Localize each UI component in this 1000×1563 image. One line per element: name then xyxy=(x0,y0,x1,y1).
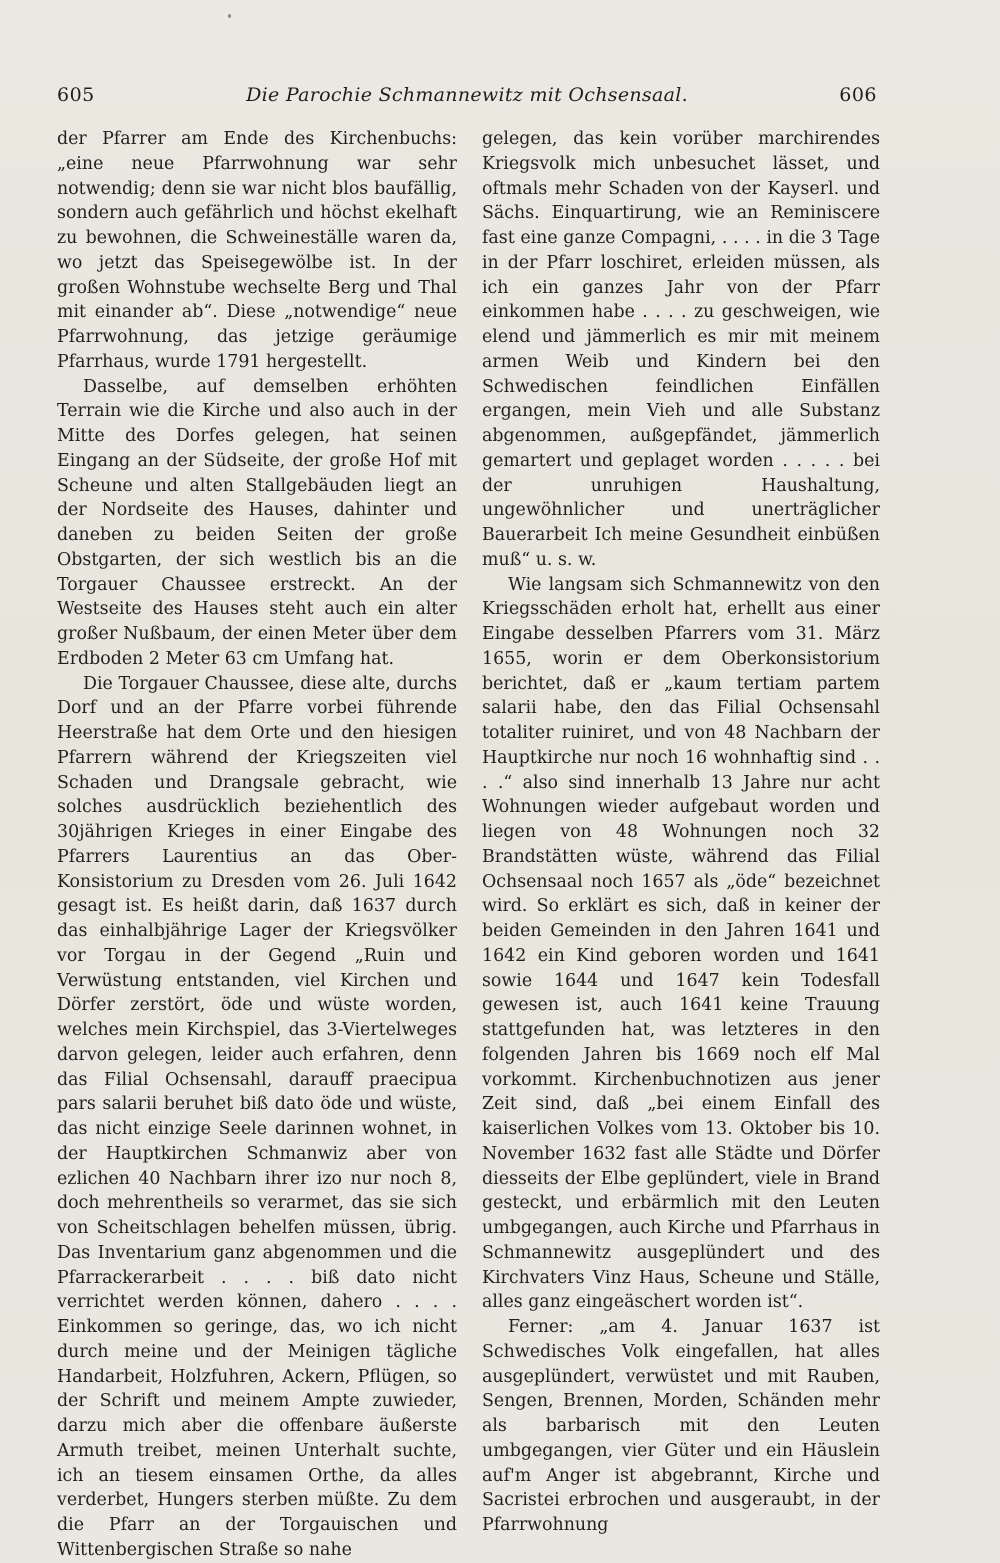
paragraph: Ferner: „am 4. Januar 1637 ist Schwedisches Volk eingefallen, hat alles ausgeplündert, verwüstet und mit Rauben, Sengen, Brennen, Morden, Schänden mehr als barbarisch mit den Leuten umbgegangen, vier Güter und ein Häuslein auf'm Anger ist abgebrannt, Kirche und Sacristei erbrochen und ausgeraubt, in der Pfarrwohnung xyxy=(482,1317,880,1535)
paragraph: gelegen, das kein vorüber marchirendes Kriegsvolk mich unbesuchet lässet, und oftmals mehr Schaden von der Kayserl. und Sächs. Einquartirung, wie an Reminiscere fast eine ganze Compagni, . . . . in die 3 Tage in der Pfarr loschiret, erleiden müssen, als ich ein ganzes Jahr von der Pfarr einkommen habe . . . . zu geschweigen, wie elend und jämmerlich es mir mit meinem armen Weib und Kindern bei den Schwedischen feindlichen Einfällen ergangen, mein Vieh und alle Substanz abgenommen, außgepfändet, jämmerlich gemartert und geplaget worden . . . . . bei der unruhigen Haushaltung, ungewöhnlicher und unerträglicher Bauerarbeit Ich meine Gesundheit einbüßen muß“ u. s. w. xyxy=(482,129,880,570)
paragraph: Wie langsam sich Schmannewitz von den Kriegsschäden erholt hat, erhellt aus einer Eingabe desselben Pfarrers vom 31. März 1655, worin er dem Oberkonsistorium berichtet, daß er „kaum tertiam partem salarii habe, den das Filial Ochsensahl totaliter ruiniret, und von 48 Nachbarn der Hauptkirche nur noch 16 wohnhaftig sind . . . .“ also sind innerhalb 13 Jahre nur acht Wohnungen wieder aufgebaut worden und liegen von 48 Wohnungen noch 32 Brandstätten wüste, während das Filial Ochsensaal noch 1657 als „öde“ bezeichnet wird. So erklärt es sich, daß in keiner der beiden Gemeinden in den Jahren 1641 und 1642 ein Kind geboren worden und 1641 sowie 1644 und 1647 kein Todesfall gewesen ist, auch 1641 keine Trauung stattgefunden hat, was letzteres in den folgenden Jahren bis 1669 noch elf Mal vorkommt. Kirchenbuchnotizen aus jener Zeit sind, daß „bei einem Einfall des kaiserlichen Volkes vom 13. Oktober bis 10. November 1632 fast alle Städte und Dörfer diesseits der Elbe geplündert, viele in Brand gesteckt, und erbärmlich mit den Leuten umbgegangen, auch Kirche und Pfarrhaus in Schmannewitz ausgeplündert und des Kirchvaters Vinz Haus, Scheune und Ställe, alles ganz eingeäschert worden ist“. xyxy=(482,574,880,1313)
paper-speck xyxy=(228,14,231,18)
paragraph: der Pfarrer am Ende des Kirchenbuchs: „eine neue Pfarrwohnung war sehr notwendig; denn sie war nicht blos baufällig, sondern auch gefährlich und höchst ekelhaft zu bewohnen, die Schweineställe waren da, wo jetzt das Speisegewölbe ist. In der großen Wohnstube wechselte Berg und Thal mit einander ab“. Diese „notwendige“ neue Pfarrwohnung, das jetzige geräumige Pfarrhaus, wurde 1791 hergestellt. xyxy=(57,129,457,372)
page-number-right: 606 xyxy=(839,84,877,106)
running-header xyxy=(57,84,877,114)
page-number-left: 605 xyxy=(57,84,95,106)
paragraph: Dasselbe, auf demselben erhöhten Terrain wie die Kirche und also auch in der Mitte des Dorfes gelegen, hat seinen Eingang an der Südseite, der große Hof mit Scheune und alten Stallgebäuden liegt an der Nordseite des Hauses, dahinter und daneben zu beiden Seiten der große Obstgarten, der sich westlich bis an die Torgauer Chaussee erstreckt. An der Westseite des Hauses steht auch ein alter großer Nußbaum, der einen Meter über dem Erdboden 2 Meter 63 cm Umfang hat. xyxy=(57,376,457,669)
running-title: Die Parochie Schmannewitz mit Ochsensaal. xyxy=(246,84,688,106)
paragraph: Die Torgauer Chaussee, diese alte, durchs Dorf und an der Pfarre vorbei führende Heerstraße hat dem Orte und den hiesigen Pfarrern während der Kriegszeiten viel Schaden und Drangsale gebracht, wie solches ausdrücklich beziehentlich des 30jährigen Krieges in einer Eingabe des Pfarrers Laurentius an das Ober-Konsistorium zu Dresden vom 26. Juli 1642 gesagt ist. Es heißt darin, daß 1637 durch das einhalbjährige Lager der Kriegsvölker vor Torgau in der Gegend „Ruin und Verwüstung entstanden, viel Kirchen und Dörfer zerstört, öde und wüste worden, welches mein Kirchspiel, das 3-Viertelweges darvon gelegen, leider auch erfahren, denn das Filial Ochsensahl, darauff praecipua pars salarii beruhet biß dato öde und wüste, das nicht einzige Seele darinnen wohnet, in der Hauptkirchen Schmanwiz aber von ezlichen 40 Nachbarn ihrer izo nur noch 8, doch mehrentheils so verarmet, das sie sich von Scheitschlagen behelfen müssen, übrig. Das Inventarium ganz abgenommen und die Pfarrackerarbeit . . . . biß dato nicht verrichtet werden können, dahero . . . . Einkommen so geringe, das, wo ich nicht durch meine und der Meinigen tägliche Handarbeit, Holzfuhren, Ackern, Pflügen, so der Schrift und meinem Ampte zuwieder, darzu mich aber die offenbare äußerste Armuth treibet, meinen Unterhalt suchte, ich an tiesem einsamen Orthe, da alles verderbet, Hungers sterben müßte. Zu dem die Pfarr an der Torgauischen und Wittenbergischen Straße so nahe xyxy=(57,673,457,1560)
right-column xyxy=(482,127,880,1538)
left-column xyxy=(57,127,457,1563)
